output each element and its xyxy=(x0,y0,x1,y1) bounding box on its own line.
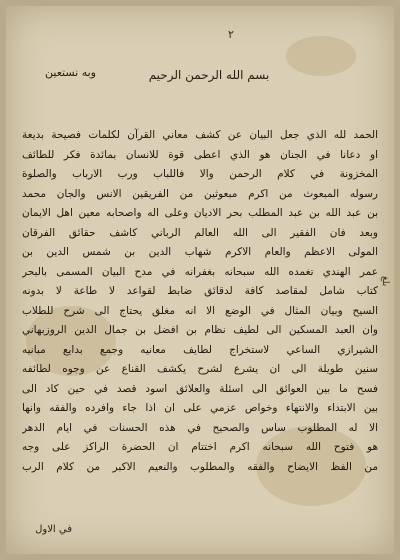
manuscript-page xyxy=(6,6,394,554)
text-line: رسوله المبعوث من اكرم مبعوثين من الفريقين الانس والجان محمد xyxy=(22,187,378,200)
text-line: السيح وبيان المثال في الوضع الا انه مغلق يحتاج الى شرح للطلاب xyxy=(22,304,378,317)
text-line: بن عبد الله بن عبد المطلب بحر الاديان وعلى اله واصحابه معين اهل الايمان xyxy=(22,207,378,219)
basmala-heading: بسم الله الرحمن الرحيم xyxy=(148,68,270,82)
text-line: سنين طويلة الى ان يشرع لشرح يكشف القناع عن وجوه لطائفه xyxy=(22,363,378,375)
text-line: فسح ما بين العوائق الى اسئلة والعلائق اسود قصد في حين كاد الى xyxy=(22,382,378,395)
text-line: كتاب شامل لمقاصد كافة لدقائق ضابط لقواعد لا طاعة لا بدونه xyxy=(22,285,378,297)
text-line: او دعانا في الجنان هو الذي اعطى قوة للانسان بمائدة فكر للطائف xyxy=(22,148,378,161)
text-line: من الفظ الايضاح والفقه والمطلوب والنعيم الاكبر من كلام الرب xyxy=(22,460,378,473)
text-line: المخزونة في كلام الرحمن والا فاللباب ورب الارباب والصلوة xyxy=(22,168,378,180)
text-line: الا له المطلوب ساس والصحيح في هذه الحسنات في ايام الدهر xyxy=(22,421,378,434)
page-number-mark: ٢ xyxy=(228,28,234,41)
text-line: هو فتوح الله سبحانه اكرم اختتام ان الحضرة الراكز على وجه xyxy=(22,441,378,453)
text-line: وبعد فان الفقير الى الله العالم الرباني كاشف حقائق الفرقان xyxy=(22,226,378,239)
text-line: وان العبد المسكين الى لطيف نظام بن افضل بن جمال الدين الروزبهاني xyxy=(22,324,378,336)
text-line: المولى الاعظم والعام الاكرم شهاب الدين بن شمس الدين بن xyxy=(22,246,378,258)
text-line: الحمد لله الذي جعل البيان عن كشف معاني القرآن لكلمات فصيحة بديعة xyxy=(22,129,378,141)
footer-note: في الاول xyxy=(35,524,72,535)
manuscript-body xyxy=(22,126,378,536)
paper-stain xyxy=(286,36,356,76)
text-line: الشيرازي الساعي لاستخراج لطايف معانيه وجمع بدايع مبانيه xyxy=(22,343,378,356)
text-line: بين الابتداء والانتهاء وخواص عزمي على ان اذا جاء وافرده والفقه وانها xyxy=(22,402,378,414)
margin-note: بلغ xyxy=(380,276,390,287)
corner-note: وبه نستعين xyxy=(45,66,96,79)
text-line: عمر الهندي تغمده الله سبحانه بغفرانه في مدح البيان المسمى بالبحر xyxy=(22,265,378,278)
